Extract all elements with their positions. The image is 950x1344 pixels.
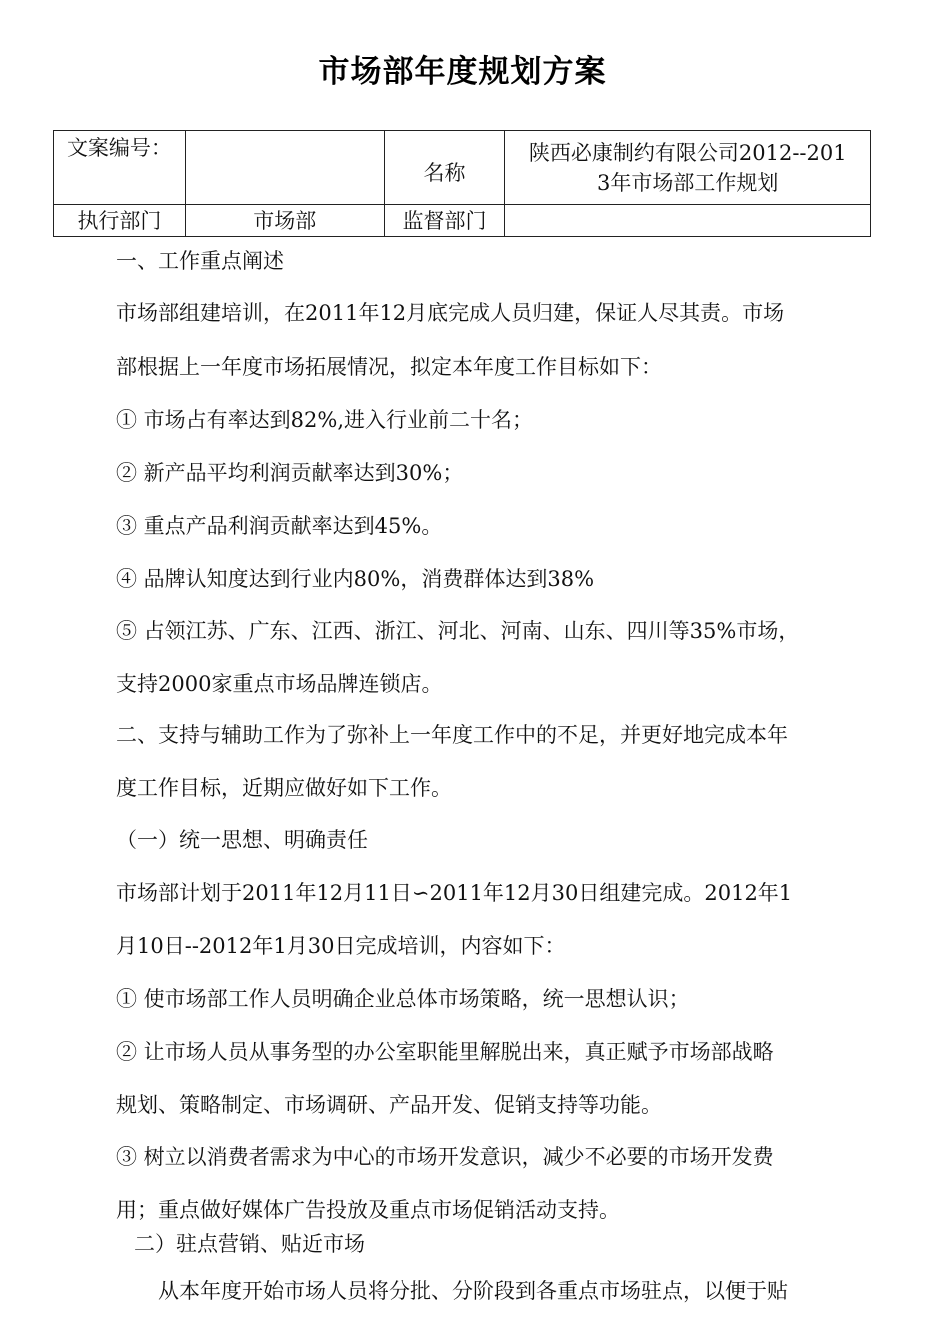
goal-item-5: ⑤ 占领江苏、广东、江西、浙江、河北、河南、山东、四川等35%市场，	[116, 619, 800, 643]
name-value	[505, 131, 871, 205]
exec-dept-label: 执行部门	[54, 205, 186, 237]
body-line: 市场部计划于2011年12月11日∽2011年12月30日组建完成。2012年1	[116, 881, 793, 905]
supervise-value	[505, 205, 871, 237]
document-title: 市场部年度规划方案	[318, 54, 607, 90]
body-line: 从本年度开始市场人员将分批、分阶段到各重点市场驻点，以便于贴	[158, 1279, 788, 1303]
body-line: 月10日--2012年1月30日完成培训，内容如下：	[116, 934, 566, 958]
goal-item-2: ② 新产品平均利润贡献率达到30%；	[116, 461, 464, 485]
info-table	[53, 130, 871, 237]
body-line: 度工作目标，近期应做好如下工作。	[116, 776, 452, 800]
body-line: 支持2000家重点市场品牌连锁店。	[116, 672, 443, 696]
section-heading-1: 一、工作重点阐述	[116, 249, 284, 273]
training-item-3: ③ 树立以消费者需求为中心的市场开发意识，减少不必要的市场开发费	[116, 1145, 774, 1169]
doc-no-label: 文案编号：	[54, 131, 186, 205]
exec-dept-value: 市场部	[185, 205, 384, 237]
supervise-label: 监督部门	[384, 205, 505, 237]
body-line: 用；重点做好媒体广告投放及重点市场促销活动支持。	[116, 1198, 620, 1222]
body-line: 部根据上一年度市场拓展情况，拟定本年度工作目标如下：	[116, 355, 662, 379]
training-item-2: ② 让市场人员从事务型的办公室职能里解脱出来，真正赋予市场部战略	[116, 1040, 774, 1064]
subsection-heading-2: 二）驻点营销、贴近市场	[134, 1232, 365, 1256]
training-item-1: ① 使市场部工作人员明确企业总体市场策略，统一思想认识；	[116, 987, 690, 1011]
table-row	[54, 131, 871, 205]
subsection-heading-1: （一）统一思想、明确责任	[116, 828, 368, 852]
goal-item-3: ③ 重点产品利润贡献率达到45%。	[116, 514, 443, 538]
goal-item-1: ① 市场占有率达到82%,进入行业前二十名；	[116, 408, 534, 432]
doc-no-value	[185, 131, 384, 205]
body-line: 市场部组建培训，在2011年12月底完成人员归建，保证人尽其责。市场	[116, 301, 785, 325]
section-heading-2: 二、支持与辅助工作为了弥补上一年度工作中的不足，并更好地完成本年	[116, 723, 788, 747]
body-line: 规划、策略制定、市场调研、产品开发、促销支持等功能。	[116, 1093, 662, 1117]
name-value-line2: 3年市场部工作规划	[597, 170, 779, 195]
name-label: 名称	[384, 131, 505, 205]
table-row	[54, 205, 871, 237]
name-value-line1: 陕西必康制约有限公司2012--201	[528, 140, 847, 165]
goal-item-4: ④ 品牌认知度达到行业内80%，消费群体达到38%	[116, 567, 595, 591]
